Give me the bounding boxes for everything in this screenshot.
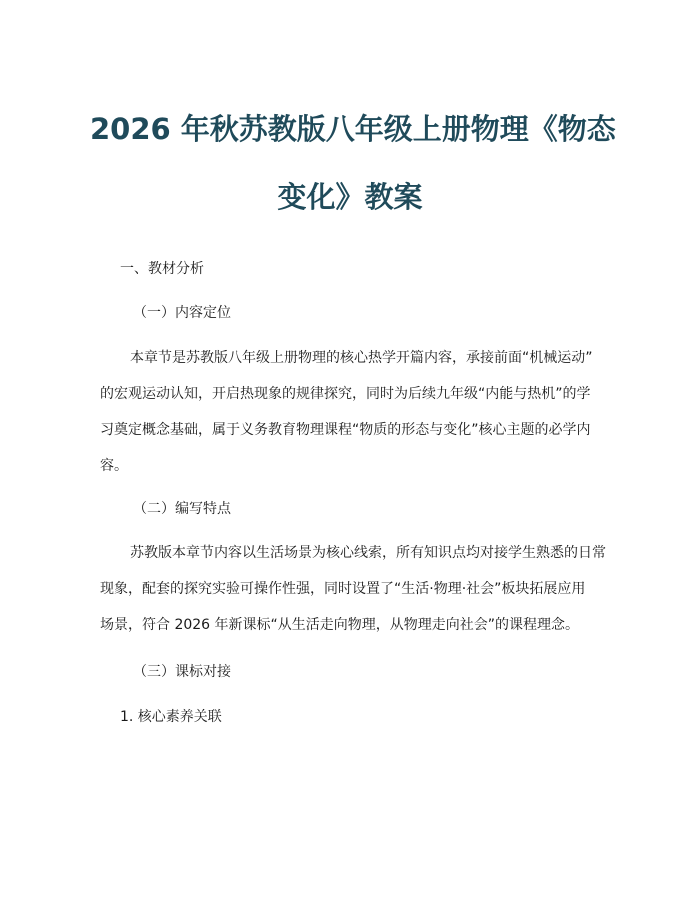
list-item-core-literacy: 1. 核心素养关联 bbox=[120, 709, 222, 725]
paragraph-line: 现象，配套的探究实验可操作性强，同时设置了“生活·物理·社会”板块拓展应用 bbox=[100, 581, 586, 597]
paragraph-line: 的宏观运动认知，开启热现象的规律探究，同时为后续九年级“内能与热机”的学 bbox=[100, 386, 591, 402]
subheading-curriculum-alignment: （三）课标对接 bbox=[133, 664, 231, 680]
subheading-writing-features: （二）编写特点 bbox=[133, 501, 231, 517]
section-heading-textbook-analysis: 一、教材分析 bbox=[120, 261, 204, 277]
subheading-content-positioning: （一）内容定位 bbox=[133, 305, 231, 321]
paragraph-line: 本章节是苏教版八年级上册物理的核心热学开篇内容，承接前面“机械运动” bbox=[130, 350, 593, 366]
paragraph-line: 习奠定概念基础，属于义务教育物理课程“物质的形态与变化”核心主题的必学内 bbox=[100, 422, 591, 438]
paragraph-line: 苏教版本章节内容以生活场景为核心线索，所有知识点均对接学生熟悉的日常 bbox=[130, 545, 606, 561]
document-title-line-2: 变化》教案 bbox=[277, 180, 423, 214]
document-title-line-1: 2026 年秋苏教版八年级上册物理《物态 bbox=[90, 112, 616, 146]
paragraph-line: 场景，符合 2026 年新课标“从生活走向物理，从物理走向社会”的课程理念。 bbox=[100, 617, 580, 633]
paragraph-line: 容。 bbox=[100, 458, 128, 474]
